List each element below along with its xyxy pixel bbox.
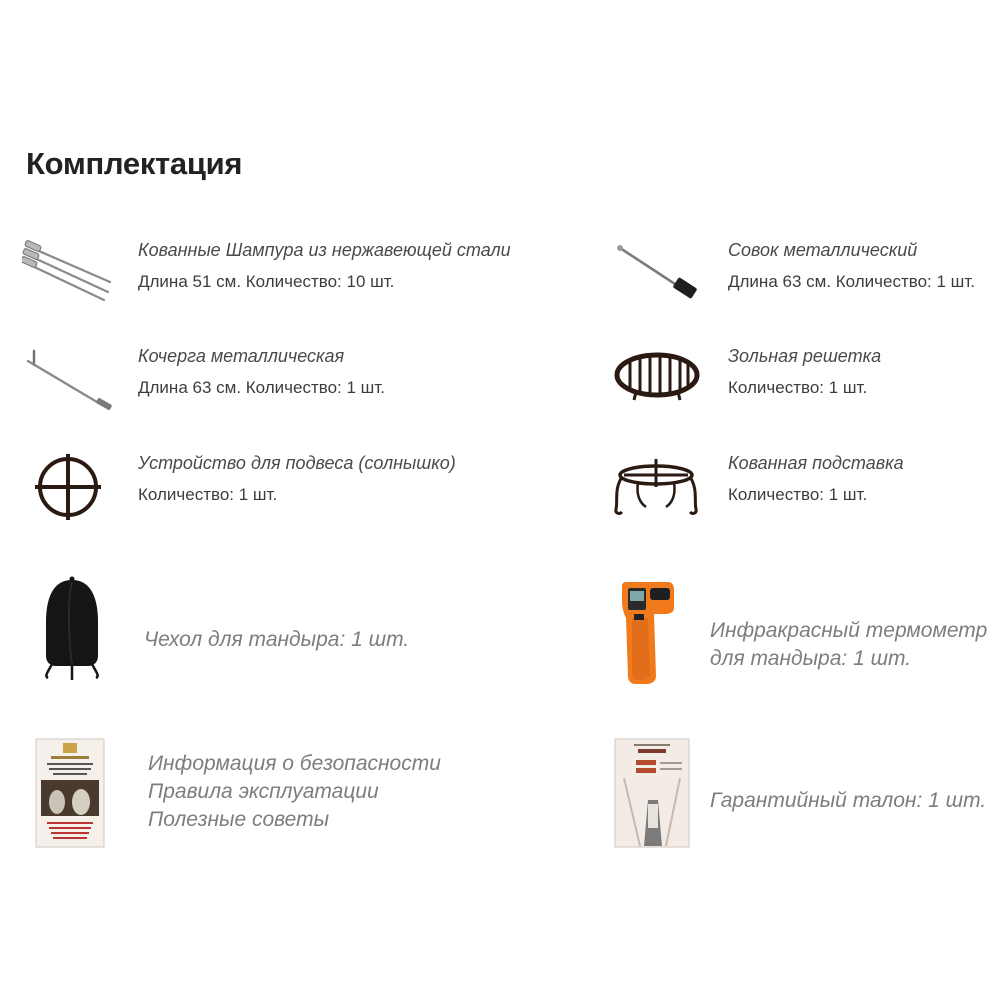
item-name: Зольная решетка: [728, 346, 882, 366]
infrared-thermometer-icon: [618, 578, 678, 686]
scoop-icon: [612, 240, 704, 306]
poker-icon: [22, 345, 116, 417]
ash-grate-icon: [614, 350, 700, 404]
section-title: Комплектация: [26, 146, 243, 181]
item-name: Кованные Шампура из нержавеющей стали: [138, 240, 511, 260]
item-detail: Количество: 1 шт.: [728, 485, 868, 504]
extra-line: Инфракрасный термометр: [710, 619, 988, 642]
extra-line: для тандыра: 1 шт.: [710, 647, 912, 670]
item-detail: Длина 63 см. Количество: 1 шт.: [138, 378, 385, 397]
extra-line: Чехол для тандыра: 1 шт.: [144, 628, 410, 651]
warranty-card-icon: [614, 738, 690, 848]
extra-line: Правила эксплуатации: [148, 780, 379, 803]
item-detail: Количество: 1 шт.: [728, 378, 868, 397]
instruction-booklet-icon: [35, 738, 105, 848]
extra-line: Гарантийный талон: 1 шт.: [710, 789, 987, 812]
extra-line: Полезные советы: [148, 808, 330, 831]
item-detail: Длина 63 см. Количество: 1 шт.: [728, 272, 975, 291]
extra-line: Информация о безопасности: [148, 752, 441, 775]
item-detail: Длина 51 см. Количество: 10 шт.: [138, 272, 395, 291]
item-detail: Количество: 1 шт.: [138, 485, 278, 504]
item-name: Устройство для подвеса (солнышко): [138, 453, 456, 473]
tandoor-cover-icon: [38, 576, 106, 686]
item-name: Кочерга металлическая: [138, 346, 345, 366]
item-name: Совок металлический: [728, 240, 918, 260]
item-name: Кованная подставка: [728, 453, 904, 473]
forged-stand-icon: [610, 455, 702, 517]
sun-hanger-icon: [33, 452, 103, 522]
skewers-icon: [22, 238, 114, 304]
